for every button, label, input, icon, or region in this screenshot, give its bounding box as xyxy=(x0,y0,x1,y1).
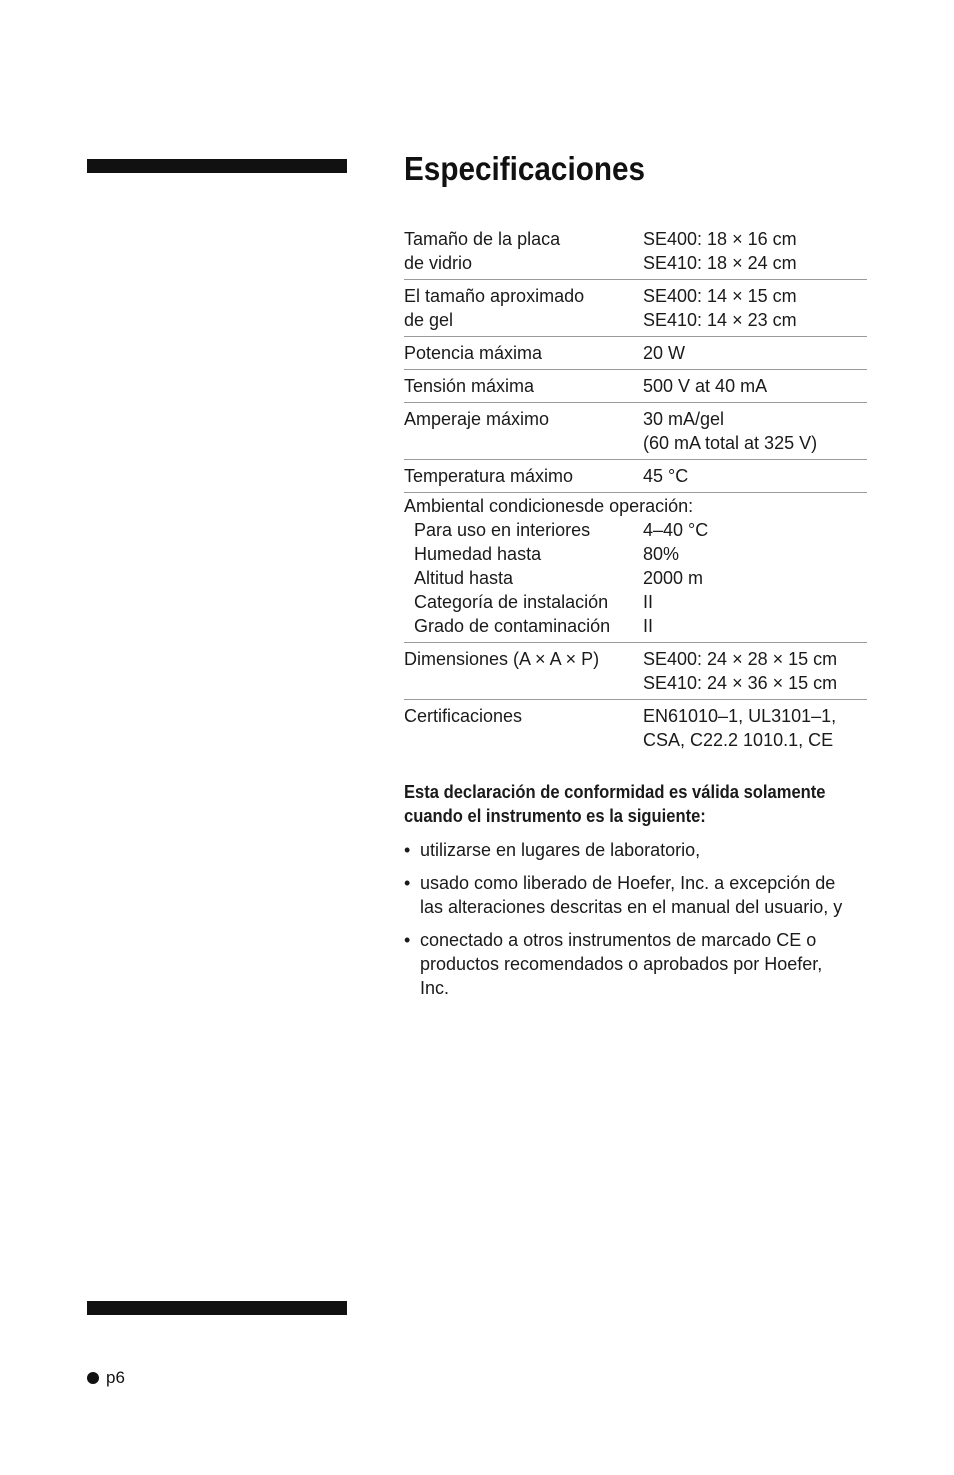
spec-label: Temperatura máximo xyxy=(404,466,574,486)
environment-item-label: Para uso en interiores xyxy=(414,520,591,540)
page-footer xyxy=(87,1368,125,1388)
spec-label: Dimensiones (A × A × P) xyxy=(404,649,600,669)
environment-item-label: Humedad hasta xyxy=(414,544,542,564)
spec-label: Amperaje máximo xyxy=(404,409,550,429)
conformity-declaration xyxy=(404,780,854,1009)
bullet-text: usado como liberado de Hoefer, Inc. a excepción de las alteraciones descritas en el manual del usuario, y xyxy=(420,873,843,917)
spec-row-certifications xyxy=(404,700,867,756)
bullet-icon: • xyxy=(404,873,411,893)
bullet-text: conectado a otros instrumentos de marcado CE o productos recomendados o aprobados por Hoefer, Inc. xyxy=(420,930,823,998)
spec-value: 30 mA/gel (60 mA total at 325 V) xyxy=(643,409,818,453)
specifications-table xyxy=(404,226,867,756)
environment-item xyxy=(404,542,867,566)
list-item xyxy=(404,871,854,919)
environment-item xyxy=(404,590,867,614)
spec-label: Tamaño de la placa de vidrio xyxy=(404,229,561,273)
environment-item-value: II xyxy=(643,616,654,636)
spec-label: El tamaño aproximado de gel xyxy=(404,286,585,330)
spec-row-glass-plate-size xyxy=(404,226,867,280)
spec-label: Potencia máxima xyxy=(404,343,543,363)
spec-row-max-temperature xyxy=(404,460,867,493)
spec-value: 20 W xyxy=(643,343,686,363)
spec-value: SE400: 18 × 16 cm SE410: 18 × 24 cm xyxy=(643,229,797,273)
spec-row-dimensions xyxy=(404,643,867,700)
environment-item-value: 4–40 °C xyxy=(643,520,709,540)
spec-label: Tensión máxima xyxy=(404,376,535,396)
spec-value: EN61010–1, UL3101–1, CSA, C22.2 1010.1, CE xyxy=(643,706,837,750)
environment-heading: Ambiental condicionesde operación: xyxy=(404,496,694,516)
spec-value: SE400: 14 × 15 cm SE410: 14 × 23 cm xyxy=(643,286,797,330)
environment-item-label: Categoría de instalación xyxy=(414,592,609,612)
environment-item-value: II xyxy=(643,592,654,612)
spec-row-max-amperage xyxy=(404,403,867,460)
environment-item xyxy=(404,518,867,542)
page-number: p6 xyxy=(106,1368,125,1387)
spec-value: 500 V at 40 mA xyxy=(643,376,768,396)
environment-item-value: 80% xyxy=(643,544,680,564)
bullet-icon: • xyxy=(404,840,411,860)
top-rule-bar xyxy=(87,159,347,173)
list-item xyxy=(404,928,854,1000)
spec-value: SE400: 24 × 28 × 15 cm SE410: 24 × 36 × 15 cm xyxy=(643,649,838,693)
bullet-text: utilizarse en lugares de laboratorio, xyxy=(420,840,701,860)
spec-row-max-voltage xyxy=(404,370,867,403)
bullet-icon: • xyxy=(404,930,411,950)
environment-item xyxy=(404,614,867,638)
bottom-rule-bar xyxy=(87,1301,347,1315)
spec-value: 45 °C xyxy=(643,466,689,486)
declaration-heading: Esta declaración de conformidad es válida solamente cuando el instrumento es la siguiente: xyxy=(404,782,826,826)
spec-label: Certificaciones xyxy=(404,706,523,726)
list-item xyxy=(404,838,854,862)
environment-item-label: Grado de contaminación xyxy=(414,616,611,636)
page-title: Especificaciones xyxy=(404,150,646,187)
spec-row-gel-size xyxy=(404,280,867,337)
environment-item-value: 2000 m xyxy=(643,568,704,588)
footer-dot-icon xyxy=(87,1372,99,1384)
environment-item-label: Altitud hasta xyxy=(414,568,514,588)
spec-row-max-power xyxy=(404,337,867,370)
environment-item xyxy=(404,566,867,590)
environment-conditions-block xyxy=(404,493,867,643)
